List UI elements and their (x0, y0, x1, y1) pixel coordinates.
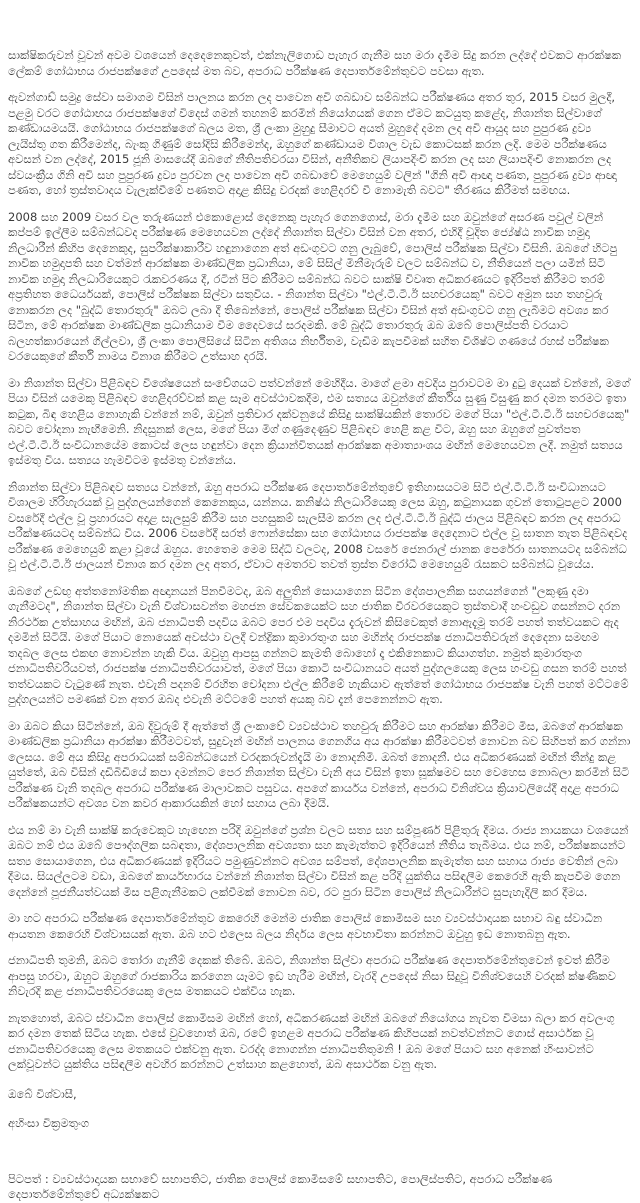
paragraph-7: මා ඔබට කියා සිටින්නේ, ඔබ දිවුරුම් දී ඇත්තේ ශ්‍රී ලංකාවේ ව්‍යවස්ථාව තහවුරු කිරීමට සහ ආරක්ෂා කිරීමට මිස, ඔබගේ ආරක්ෂක මාණ්ඩලික ප්‍රධානියා ආරක්ෂා කිරීමටවත්, සුදුවෑන් මඟින් පාලනය ගෙනගිය අය ආරක්ෂා කිරීමටවත් නොවන බව සිහිපත් කර ගන්නා ලෙසය. මේ අය කිසිදු අපරාධයක් සම්බන්ධයෙන් වරදකරුවන්දැයි මා නොදනිමි. ඔබත් නොදනී. එය අධිකරණයක් මඟින් තීන්දු කළ යුත්තේ, ඔබ විසින් දඩිබිඩියේ කපා දමන්නට පෙර නිශාන්ත සිල්වා වැනි අය විසින් ඉතා සූක්ෂමව සහ වෙහෙස නොබලා කරමින් සිටි පරීක්ෂණ වැනි තදබල අපරාධ පරීක්ෂණ මාලාවකට පසුවය. අපගේ කාර්යය වන්නේ, අපරාධ විනිශ්චය ක්‍රියාවලියේදී අදාළ අපරාධ පරීක්ෂකයන්ට අවශ්‍ය වන කවර ආකාරයකින් හෝ සහාය ලබා දීමයි. (8, 718, 631, 810)
paragraph-9: මා හට අපරාධ පරීක්ෂණ දෙපාර්තමේන්තුව කෙරෙහි මෙන්ම ජාතික පොලිස් කොමිසම සහ ව්‍යවස්ථාදායක සභාව බඳු ස්වාධීන ආයතන කෙරෙහි විශ්වාසයක් ඇත. ඔබ හට එලෙස බලය නිර්දය ලෙස අවභාවිතා කරන්නට ඔවුහු ඉඩ නොතබනු ඇත. (8, 911, 603, 941)
paragraph-6: ඔබගේ උඩඟු අත්තනෝමතික අඥානයන් පිනවීමටද, ඔබ අලුතින් සොයාගෙන සිටින දේශපාලනික සගයන්ගෙන් "ලකුණු දමා ගැනීමටද", නිශාන්ත සිල්වා වැනි විශ්වාසවන්ත මහජන සේවකයෙක්ට සහ ජාතික වීරවරයෙකුට ත්‍රස්තවාදී හංවඩුව ගසන්නට දරන නිරර්ථක උත්සාහය මඟින්, ඔබ ජනාධිපති පදවිය ඔබට පෙර එම පදවිය දැරුවන් කිසිවෙකුත් නොඇදැමූ තරම් පහත් තත්වයකට ඇද දමමින් සිටියි. මගේ පියාට නොයෙක් අවස්ථා වලදී චන්ද්‍රිකා කුමාරතුංග සහ මහින්ද රාජපක්ෂ ජනාධිපතිවරුන් දෙදෙනා සමඟම තදබල ලෙස එකඟ නොවන්න හැකි විය. ඔවුහු ආපසු ගන්නට කැමති බොහෝ දෑ එකිනෙකාට කියාගත්හ. නමුත් කුමාරතුංග ජනාධිපතිවරියවත්, රාජපක්ෂ ජනාධිපතිවරයාවත්, මගේ පියා කොටි සංවිධානයට අයත් පුද්ගලයෙකු ලෙස හංවඩු ගසන තරම් පහත් තත්වයකට වැටුණේ නැත. එවැනි පදනම් විරහිත චෝදනා එල්ල කිරීමේ හැකියාව ඇත්තේ ගෝඨාභය රාජපක්ෂ වැනි පහත් මට්ටමේ පුද්ගලයන්ට පමණක් වන අතර ඔබද එවැනි මට්ටමේ පහත් අයකු බව දැන් පෙනෙන්නට ඇත. (8, 583, 629, 706)
paragraph-4: මා නිශාන්ත සිල්වා පිළිබඳව විශේෂයෙන් සංවේගයට පත්වන්නේ මෙහිදීය. මාගේ ළමා අවදිය පුරාවටම මා දුටු දෙයක් වන්නේ, මගේ පියා විසින් යමෙකු පිළිබඳව හෙළිදරව්වක් කළ සෑම අවස්ථාවකදීම, එම සත්‍යය ඔවුන්ගේ කීර්තිය සුණු විසුණු කර දමන තරමට ඉතා කටුක, බිඳ හෙළිය නොහැකි වන්නේ නම්, ඔවුන් ප්‍රතිචාර දක්වනුයේ කිසිදු සාක්ෂියකින් තොරව මගේ පියා "එල්.ටී.ටී.ඊ සහචරයෙකු" බවට චෝදනා නැඟීමෙනි. නිදසුනක් ලෙස, මගේ පියා මිග් ගණුදෙණුව පිළිබඳව හෙළි කළ විට, ඔහු සහ ඔහුගේ පුවත්පත එල්.ටී.ටී.ඊ සංවිධානයේම කොටස් ලෙස හඳුන්වා දෙන ක්‍රියාන්විතයක් ආරක්ෂක අමාත්‍යාංශය මඟින් මෙහෙයවන ලදී. නමුත් සත්‍යය ඉස්මතු විය. සත්‍යය හැමවිටම ඉස්මතු වන්නේය. (8, 375, 630, 467)
paragraph-3: 2008 සහ 2009 වසර වල තරුණයන් එකොළොස් දෙනෙකු පැහැර ගෙනගොස්, මරා දැමීම සහ ඔවුන්ගේ අසරණ පවුල් වලින් කප්පම් ඉල්ලීම සම්බන්ධවද පරීක්ෂණ මෙහෙයවන ලද්දේ නිශාන්ත සිල්වා විසින් වන අතර, එහිදී චූදිත ජ්‍යේෂ්ඨ නාවික හමුදා නිලධාරීන් කිහිප දෙනෙකුද, සුපරීක්ෂාකාරීව හඳුනාගෙන අත් අඩංගුවට ගනු ලැබුවේ, පොලිස් පරීක්ෂක සිල්වා විසිනි. ඔබගේ හිටපු නාවික හමුදාපති සහ වත්මන් ආරක්ෂක මාණ්ඩලික ප්‍රධානියා, මේ සිසිල් මිනීමැරුම් වලට සම්බන්ධ ව, නීතියෙන් පලා යමින් සිටි නාවික හමුදා නිලධාරියෙකුට රැකවරණය දී, රටින් පිට කිරීමට සම්බන්ධ බවට සාක්ෂි විවෘත අධිකරණයට ඉදිරිපත් කිරීමට තරම් අප්‍රතිහත ධෛර්යයක්, පොලිස් පරීක්ෂක සිල්වා සතුවිය. - නිශාන්ත සිල්වා "එල්.ටී.ටී.ඊ සහචරයෙකු" බවට අමුන සහ තහවුරු නොකරන ලද "බුද්ධි තොරතුරු" ඔබට ලබා දී තිබෙන්නේ, පොලිස් පරීක්ෂක සිල්වා විසින් අත් අඩංගුවට ගනු ලැබීමට අවශ්‍ය කර සිටින, මේ ආරක්ෂක මාණ්ඩලික ප්‍රධානියාම වීම දෛවයේ සරදමකි. මේ බුද්ධි තොරතුරු ඔබ ඔබේ පොලිස්පති වරයාට බලහත්කාරයෙන් ගිල්ලවා, ශ්‍රී ලංකා පොලීසියේ සිටින අතිශය නිර්භීතම, වැඩිම කැපවීමක් සහිත විශිෂ්ට ගණයේ රහස් පරීක්ෂක වරයෙකුගේ කීර්ති නාමය විනාශ කිරීමට උත්සාහ දරයි. (8, 209, 618, 363)
letter-closing: ඔබේ විශ්වාසී, (8, 1086, 77, 1101)
paragraph-5: නිශාන්ත සිල්වා පිළිබඳව සත්‍යය වන්නේ, ඔහු අපරාධ පරීක්ෂණ දෙපාර්තමේන්තුවේ ඉතිහාසයටම සිටි එල්.ටී.ටී.ඊ සංවිධානයට විශාලම හිරිහැරයක් වූ පුද්ගලයන්ගෙන් කෙනෙකුය, යන්නය. කනිෂ්ඨ නිලධාරියෙකු ලෙස ඔහු, කටුනායක ගුවන් තොටුපළට 2000 වසරේදී එල්ල වූ ප්‍රහාරයට අදාළ සැලසුම් කිරීම සහ පහසුකම් සැලසීම කරන ලද එල්.ටී.ටී.ඊ බුද්ධි ජාලය පිළිබඳව කරන ලද අපරාධ පරීක්ෂණයටද සම්බන්ධ විය. 2006 වසරේදී සරත් ෆොන්සේකා සහ ගෝඨාභය රාජපක්ෂ දෙදෙනාට එල්ල වූ ඝාතන තැත පිළිබඳවද පරීක්ෂණ මෙහෙයුම් කළා වූයේ ඔහුය. හෙතෙම මෙම සිද්ධි වලටද, 2008 වසරේ ජෙනරාල් ජානක පෙරේරා ඝාතනයටද සම්බන්ධ වූ එල්.ටී.ටී.ඊ ජාලයන් විනාශ කර දමන ලද අතර, ඒවාට අමතරව තවත් ත්‍රස්ත විරෝධී මෙහෙයුම් රැසකට සම්බන්ධ වූයේය. (8, 479, 628, 571)
paragraph-10: ජනාධිපති තුමනි, ඔබට තෝරා ගැනීම් දෙකක් තිබේ. ඔබට, නිශාන්ත සිල්වා අපරාධ පරීක්ෂණ දෙපාර්තමේන්තුවෙන් ඉවත් කිරීම ආපසු හරවා, ඔහුට ඔහුගේ රාජකාරිය කරගෙන යෑමට ඉඩ හැරීම මඟින්, වැරදි උපදෙස් නිසා සිදුවූ විනිශ්චයෙහි වරදක් ක්ෂණිකව නිවැරදි කළ ජනාධිපතිවරයෙකු ලෙස මතකයට එක්විය හැක. (8, 953, 616, 998)
paragraph-8: එය නම් මා වැනි සාක්ෂි කරුවෙකුට හැඟෙන පරිදි ඔවුන්ගේ ප්‍රශ්න වලට සත්‍ය සහ සම්පූර්ණ පිළිතුරු දීමය. රාජ්‍ය නායකයා වශයෙන් ඔබට නම් එය ඔබේ පෞද්ගලික සබඳතා, දේශපාලනික අවශ්‍යතා සහ කැමැත්තට ඉදිරියෙන් නීතිය තැබීමය. එය නම්, පරීක්ෂකයන්ට සත්‍ය සොයාගෙන, එය අධිකරණයක් ඉදිරියට පමුණුවන්නට අවශ්‍ය සම්පත්, දේශපාලනික කැමැත්ත සහ සහාය රාජ්‍ය වෙතින් ලබා දීමය. සියල්ලටම වඩා, ඔබගේ කාර්යභාරය වන්නේ නිශාන්ත සිල්වා විසින් කළ පරිදි යුක්තිය පසිඳලීම කෙරෙහි ඇති කැපවීම ගෙන දෙන්නේ පූජනීයත්වයක් මිස පළිගැනීමකට ලක්වීමක් නොවන බව, රට පුරා සිටින පොලිස් නිලධාරීන්ට සුපැහැදිලි කර දීමය. (8, 822, 629, 899)
paragraph-2: ඇවන්ගාඩ් සමුද්‍ර සේවා සමාගම විසින් පාලනය කරන ලද පාවෙන අවි ගබඩාව සම්බන්ධ පරීක්ෂණය අතර තුර, 2015 වසර මුලදී, පළමු වරට ගෝඨාභය රාජපක්ෂගේ විදෙස් ගමන් තහනම් කරමින් නියෝගයක් ගෙන ඒමට කටයුතු කළේද, නිශාන්ත සිල්වාගේ කණ්ඩායමයයි. ගෝඨාභය රාජපක්ෂගේ බලය මත, ශ්‍රී ලංකා මුහුදු සීමාවට අයත් මුහුදේ දමන ලද අවි ආයුද සහ පුපුරණ ද්‍රව්‍ය ලැයිස්තු ගත කිරීමෙන්ද, බැංකු ගිණුම් සෝදිසි කිරීමෙන්ද, ඔහුගේ කණ්ඩායම විශාල වැඩ කොටසක් කරන ලදි. මෙම පරීක්ෂණය අවසන් වන ලද්දේ, 2015 ජූනි මාසයේදී ඔබගේ නීතිපතිවරයා විසින්, අනීතිකව ලියාපදිංචි කරන ලද සහ ලියාපදිංචි නොකරන ලද ස්වයංක්‍රීය ගිනි අවි සහ පුපුරණ ද්‍රව්‍ය පුරවන ලද පාවෙන අවි ගබඩාවේ මෙහෙයුම් වලින් "ගිනි අවි ආඥා පණත, පුපුරණ ද්‍රව්‍ය ආඥා පණත, හෝ ත්‍රස්තවාදය වැලැක්වීමේ පණතට අදාළ කිසිදු වරදක් හෙළිදරව් වී නොමැති බවට" තීරණය කිරීමත් සමඟය. (8, 90, 617, 197)
letter-cc-line: පිටපත් : ව්‍යවස්ථාදායක සභාවේ සභාපතිට, ජාතික පොලිස් කොමිසමේ සභාපතිට, පොලිස්පතිට, අපරාධ පරීක්ෂණ දෙපාර්තමේන්තුවේ අධ්‍යක්ෂකට (8, 1171, 553, 1201)
letter-body (8, 48, 632, 1073)
paragraph-11: නැතහොත්, ඔබට ස්වාධීන පොලිස් කොමිසම මඟින් හෝ, අධිකරණයක් මඟින් ඔබගේ නියෝගය නැවත විමසා බලා කර අවලංගු කර දමන තෙක් සිටිය හැක. එසේ වුවහොත් ඔබ, රටේ ඉහළම අපරාධ පරීක්ෂණ කිහිපයක් නවත්වන්නට ගොස් අසාර්ථක වූ ජනාධිපතිවරයෙකු ලෙස මතකයට එක්වනු ඇත. වරද්ද නොගන්න ජනාධිපතිතුමනි ! ඔබ මගේ පියාට සහ අනෙක් හිංසාවන්ට ලක්වූවන්ට යුක්තිය පසිඳලීම අවහිර කරන්නට උත්සාහ කළහොත්, ඔබ අසාර්ථක වනු ඇත. (8, 1010, 615, 1071)
paragraph-1: සාක්ෂිකරුවන් වූවන් අවම වශයෙන් දෙදෙනෙකුවත්, එක්නැලිගොඩ පැහැර ගැනීම සහ මරා දැමීම සිදු කරන ලද්දේ එවකට ආරක්ෂක ලේකම් ගෝඨාභය රාජපක්ෂගේ උපදෙස් මත බව, අපරාධ පරීක්ෂණ දෙපාර්තමේන්තුවට පවසා ඇත. (8, 48, 622, 78)
letter-signature: අහිංසා වික්‍රමතුංග (8, 1116, 90, 1130)
